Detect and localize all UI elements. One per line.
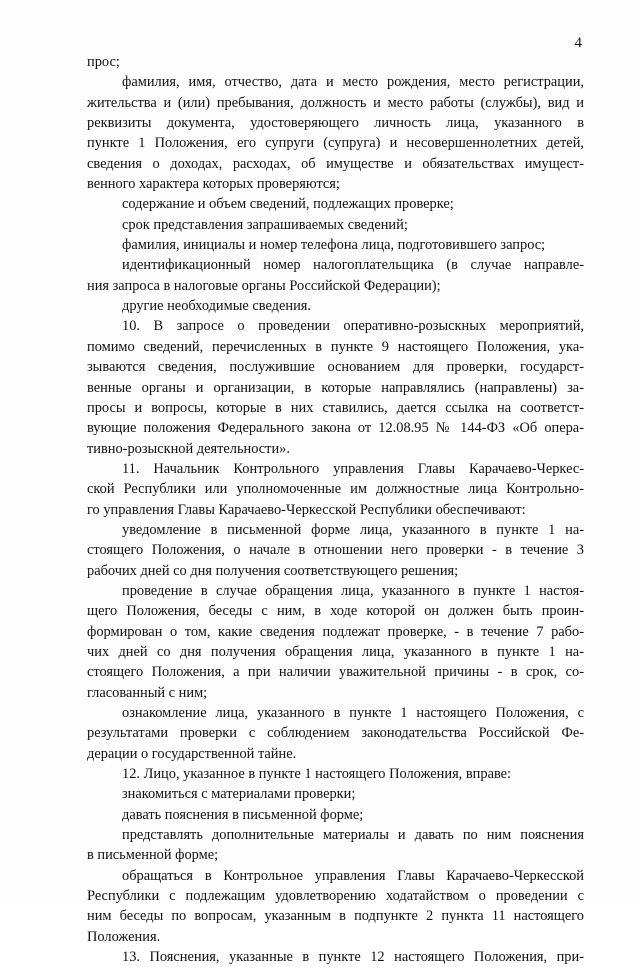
text-line: представлять дополнительные материалы и давать по ним пояснения <box>122 827 584 844</box>
text-line: обращаться в Контрольное управления Главы Карачаево-Черкесской <box>122 867 584 884</box>
text-line: срок представления запрашиваемых сведений; <box>122 216 408 233</box>
text-line: жительства и (или) пребывания, должность и место работы (службы), вид и <box>87 94 584 111</box>
text-line: чих дней со дня получения обращения лица, указанного в пункте 1 на- <box>87 643 584 660</box>
text-line: ним беседы по вопросам, указанным в подпункте 2 пункта 11 настоящего <box>87 908 584 925</box>
text-line: го управления Главы Карачаево-Черкесской Республики обеспечивают: <box>87 501 526 518</box>
text-line: фамилия, имя, отчество, дата и место рождения, место регистрации, <box>122 74 584 91</box>
text-line: вующие положения Федерального закона от 12.08.95 № 144-ФЗ «Об опера- <box>87 420 584 437</box>
text-line: формирован о том, какие сведения подлежат проверке, - в течение 7 рабо- <box>87 623 584 640</box>
text-line: 12. Лицо, указанное в пункте 1 настоящего Положения, вправе: <box>122 766 512 783</box>
text-line: знакомиться с материалами проверки; <box>122 786 356 803</box>
text-line: стоящего Положения, о начале в отношении него проверки - в течение 3 <box>87 542 584 559</box>
text-line: ской Республики или уполномоченные им должностные лица Контрольно- <box>87 481 584 498</box>
text-line: Республики с подлежащим удовлетворению ходатайством о проведении с <box>87 888 584 905</box>
text-line: фамилия, инициалы и номер телефона лица, подготовившего запрос; <box>122 237 546 254</box>
text-line: просы и вопросы, которые в них ставились, дается ссылка на соответст- <box>87 399 584 416</box>
text-line: давать пояснения в письменной форме; <box>122 806 364 823</box>
text-line: реквизиты документа, удостоверяющего личность лица, указанного в <box>87 115 584 132</box>
text-line: в письменной форме; <box>87 847 219 864</box>
text-line: результатами проверки с соблюдением законодательства Российской Фе- <box>87 725 584 742</box>
text-line: сведения о доходах, расходах, об имуществе и обязательствах имущест- <box>87 155 584 172</box>
text-line: гласованный с ним; <box>87 684 208 701</box>
text-line: прос; <box>87 54 120 70</box>
text-line: ния запроса в налоговые органы Российской Федерации); <box>87 277 441 294</box>
text-line: венного характера которых проверяются; <box>87 176 340 193</box>
text-line: рабочих дней со дня получения соответствующего решения; <box>87 562 459 579</box>
document-body <box>87 52 584 967</box>
text-line: щего Положения, беседы с ним, в ходе которой он должен быть проин- <box>87 603 584 620</box>
text-line: помимо сведений, перечисленных в пункте 9 настоящего Положения, ука- <box>87 338 584 355</box>
text-line: венные органы и организации, в которые направлялись (направлены) за- <box>87 379 584 396</box>
text-line: дерации о государственной тайне. <box>87 745 297 762</box>
text-line: содержание и объем сведений, подлежащих проверке; <box>122 196 454 213</box>
text-line: стоящего Положения, а при наличии уважительной причины - в срок, со- <box>87 664 584 681</box>
text-line: идентификационный номер налогоплательщика (в случае направле- <box>122 257 584 274</box>
text-line: 10. В запросе о проведении оперативно-розыскных мероприятий, <box>122 318 584 335</box>
text-line: пункте 1 Положения, его супруги (супруга) и несовершеннолетних детей, <box>87 135 584 152</box>
text-line: зываются сведения, послужившие основанием для проверки, государст- <box>87 359 584 376</box>
text-line: Положения. <box>87 928 161 945</box>
text-line: 13. Пояснения, указанные в пункте 12 настоящего Положения, при- <box>122 949 584 966</box>
text-line: тивно-розыскной деятельности». <box>87 440 290 457</box>
page-number: 4 <box>574 35 582 51</box>
text-line: 11. Начальник Контрольного управления Главы Карачаево-Черкес- <box>122 460 584 477</box>
text-line: другие необходимые сведения. <box>122 298 312 315</box>
text-line: проведение в случае обращения лица, указанного в пункте 1 настоя- <box>122 582 584 599</box>
text-line: ознакомление лица, указанного в пункте 1 настоящего Положения, с <box>122 705 584 721</box>
text-line: уведомление в письменной форме лица, указанного в пункте 1 на- <box>122 521 584 538</box>
